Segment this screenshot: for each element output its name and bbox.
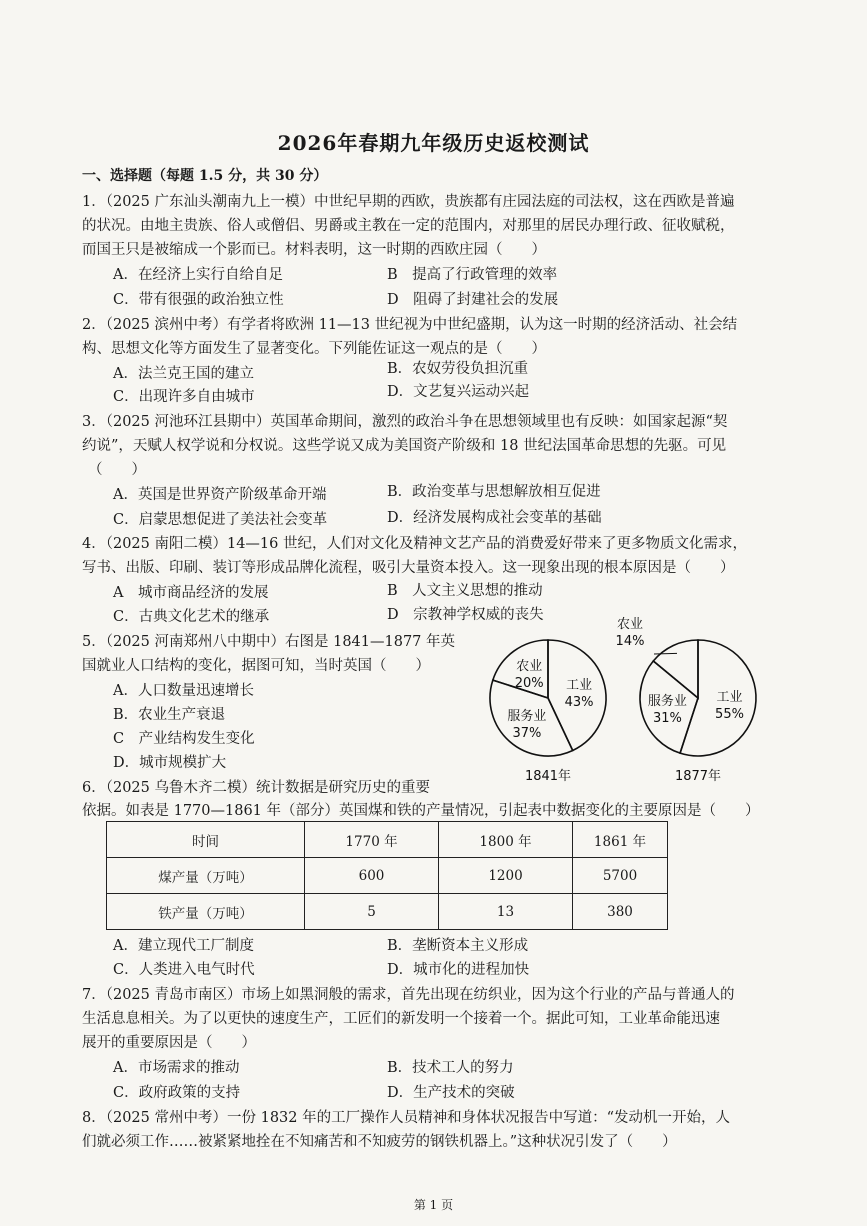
q5-option-d: D．城市规模扩大: [113, 755, 227, 771]
section-heading: 一、选择题（每题 1.5 分，共 30 分）: [82, 168, 328, 184]
q3-stem-line1: 3．（2025 河池环江县期中）英国革命期间，激烈的政治斗争在思想领域里也有反映：如国家起源“契: [82, 414, 728, 430]
q7-option-c: C．政府政策的支持: [113, 1085, 241, 1101]
q6-option-d: D．城市化的进程加快: [387, 962, 530, 978]
table-cell: 1200: [439, 858, 573, 894]
q5-option-a: A．人口数量迅速增长: [113, 683, 254, 699]
pie-value-label: 37%: [512, 725, 542, 741]
pie-value-label: 43%: [564, 695, 594, 710]
table-row: [107, 858, 668, 894]
table-header-cell: 1861 年: [573, 822, 668, 858]
q3-option-b: B．政治变革与思想解放相互促进: [387, 484, 601, 500]
table-header-cell: 1800 年: [439, 822, 573, 858]
q4-option-a: A 城市商品经济的发展: [113, 585, 269, 601]
q5-option-c: C 产业结构发生变化: [113, 731, 255, 747]
q6-stem-line2: 依据。如表是 1770—1861 年（部分）英国煤和铁的产量情况，引起表中数据变化的主要原因是（ ）: [82, 803, 760, 819]
q5-stem-line1: 5．（2025 河南郑州八中期中）右图是 1841—1877 年英: [82, 634, 456, 650]
q5-option-b: B．农业生产衰退: [113, 707, 226, 723]
q7-stem-line2: 生活息息相关。为了以更快的速度生产，工匠们的新发明一个接着一个。据此可知，工业革命能迅速: [82, 1011, 720, 1027]
q7-stem-line3: 展开的重要原因是（ ）: [82, 1035, 256, 1051]
q4-option-d: D 宗教神学权威的丧失: [387, 607, 544, 623]
q8-stem-line2: 们就必须工作……被紧紧地拴在不知痛苦和不知疲劳的钢铁机器上。”这种状况引发了（ ）: [82, 1134, 677, 1150]
pie-category-label: 农业: [616, 617, 644, 632]
table-cell: 13: [439, 894, 573, 930]
page-title: 2026年春期九年级历史返校测试: [277, 131, 590, 155]
q7-option-b: B．技术工人的努力: [387, 1060, 514, 1076]
q1-stem-line2: 的状况。由地主贵族、俗人或僧侣、男爵或主教在一定的范围内，对那里的居民办理行政、征收赋税，: [82, 218, 735, 234]
pie-category-label: 工业: [566, 678, 593, 693]
pie-slice: [653, 640, 698, 698]
table-header-cell: 时间: [107, 822, 305, 858]
pie-category-label: 工业: [716, 690, 743, 705]
q2-option-d: D．文艺复兴运动兴起: [387, 384, 530, 400]
pie-category-label: 农业: [516, 659, 543, 675]
table-row: [107, 894, 668, 930]
q1-stem-line3: 而国王只是被缩成一个影而已。材料表明，这一时期的西欧庄园（ ）: [82, 242, 546, 258]
table-cell: 5: [305, 894, 439, 930]
page-number: 第 1 页: [413, 1198, 454, 1212]
q2-stem-line2: 构、思想文化等方面发生了显著变化。下列能佐证这一观点的是（ ）: [82, 341, 546, 357]
q4-option-c: C．古典文化艺术的继承: [113, 609, 270, 625]
q6-option-a: A．建立现代工厂制度: [113, 938, 254, 954]
q3-option-d: D．经济发展构成社会变革的基础: [387, 510, 602, 526]
q2-option-b: B．农奴劳役负担沉重: [387, 361, 529, 377]
pie-value-label: 55%: [715, 707, 744, 722]
q4-option-b: B 人文主义思想的推动: [387, 583, 543, 599]
coal-iron-table: [106, 821, 668, 930]
pie-category-label: 服务业: [507, 708, 547, 724]
table-cell: 380: [573, 894, 668, 930]
q6-option-b: B．垄断资本主义形成: [387, 938, 529, 954]
q1-option-d: D 阻碍了封建社会的发展: [387, 292, 559, 308]
q1-option-a: A．在经济上实行自给自足: [113, 267, 283, 283]
q2-option-a: A．法兰克王国的建立: [113, 366, 254, 382]
q7-option-d: D．生产技术的突破: [387, 1085, 515, 1101]
q6-stem-line1: 6．（2025 乌鲁木齐二模）统计数据是研究历史的重要: [82, 780, 430, 796]
q1-stem-line1: 1．（2025 广东汕头潮南九上一模）中世纪早期的西欧，贵族都有庄园法庭的司法权，这在西欧是普遍: [82, 194, 735, 210]
q5-stem-line2: 国就业人口结构的变化，据图可知，当时英国（ ）: [82, 658, 430, 674]
pie-value-label: 20%: [514, 676, 544, 692]
q3-option-c: C．启蒙思想促进了美法社会变革: [113, 512, 328, 528]
q8-stem-line1: 8．（2025 常州中考）一份 1832 年的工厂操作人员精神和身体状况报告中写道：“发动机一开始，人: [82, 1110, 731, 1126]
q3-stem-line3: （ ）: [88, 462, 146, 478]
pie-year-caption: 1877年: [674, 769, 722, 784]
q4-stem-line2: 写书、出版、印刷、装订等形成品牌化流程，吸引大量资本投入。这一现象出现的根本原因是（ ）: [82, 560, 735, 576]
table-header-cell: 1770 年: [305, 822, 439, 858]
q1-option-c: C．带有很强的政治独立性: [113, 292, 284, 308]
table-cell: 600: [305, 858, 439, 894]
table-header-row: [107, 822, 668, 858]
pie-category-label: 服务业: [647, 693, 687, 709]
pie-value-label: 31%: [652, 710, 682, 726]
q1-option-b: B 提高了行政管理的效率: [387, 267, 558, 283]
employment-pie-charts: [488, 617, 768, 797]
q7-stem-line1: 7．（2025 青岛市南区）市场上如黑洞般的需求，首先出现在纺织业，因为这个行业的产品与普通人的: [82, 987, 735, 1003]
q6-option-c: C．人类进入电气时代: [113, 962, 255, 978]
q2-option-c: C．出现许多自由城市: [113, 389, 255, 405]
table-cell: 铁产量（万吨）: [107, 894, 305, 930]
table-cell: 煤产量（万吨）: [107, 858, 305, 894]
q4-stem-line1: 4．（2025 南阳二模）14—16 世纪，人们对文化及精神文艺产品的消费爱好带来了更多物质文化需求，: [82, 536, 747, 552]
pie-value-label: 14%: [615, 634, 645, 649]
q3-stem-line2: 约说”，天赋人权学说和分权说。这些学说又成为美国资产阶级和 18 世纪法国革命思想的先驱。可见: [82, 438, 727, 454]
q2-stem-line1: 2．（2025 滨州中考）有学者将欧洲 11—13 世纪视为中世纪盛期，认为这一时期的经济活动、社会结: [82, 317, 738, 333]
q3-option-a: A．英国是世界资产阶级革命开端: [113, 487, 327, 503]
pie-year-caption: 1841年: [524, 769, 572, 784]
pie-leader-line: [654, 653, 677, 654]
table-cell: 5700: [573, 858, 668, 894]
q7-option-a: A．市场需求的推动: [113, 1060, 240, 1076]
